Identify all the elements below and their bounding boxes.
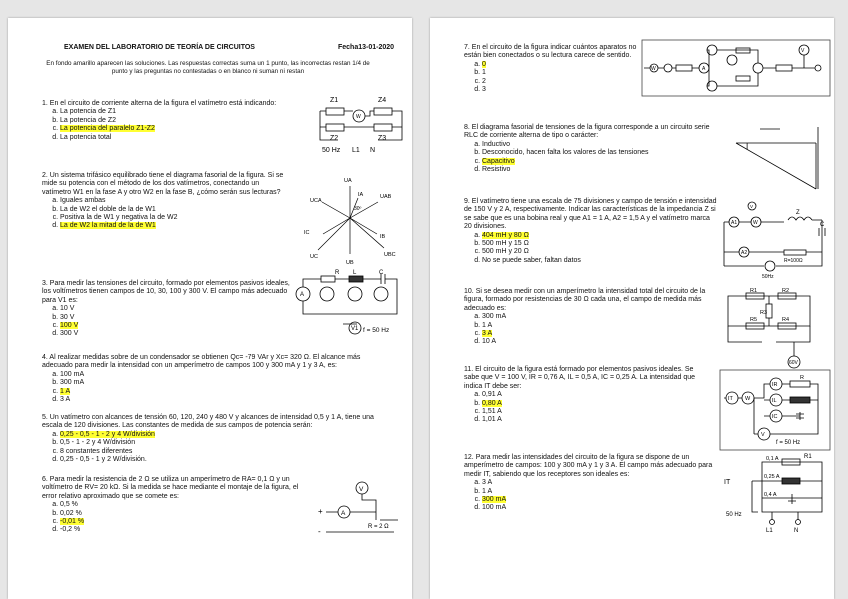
fig3-r: R	[335, 270, 340, 276]
fig1-freq: 50 Hz	[322, 147, 341, 154]
fig6-r: R = 2 Ω	[368, 524, 389, 530]
figure-q6-circuit	[314, 478, 404, 538]
question-2-options	[42, 197, 287, 231]
question-8-option: b. Desconocido, hacen falta los valores de las tensiones	[482, 149, 719, 157]
question-3-option: b. 30 V	[60, 314, 297, 322]
figure-q9-circuit	[722, 200, 830, 280]
fig9-c: C	[820, 222, 825, 228]
question-9-option: a. 404 mH y 80 Ω	[482, 232, 719, 240]
fig12-freq: 50 Hz	[726, 512, 742, 518]
question-2-option: b. La de W2 el doble de la de W1	[60, 206, 287, 214]
exam-note: En fondo amarillo aparecen las soluciones. Las respuestas correctas suma un 1 punto, las incorrectas restan 1/4 de punto y las preguntas no contestadas o en blanco ni suman ni restan	[46, 60, 370, 75]
question-4: 4. Al realizar medidas sobre de un condensador se obtienen Qc= -79 VAr y Xc= 320 Ω. El alcance más adecuado para medir la intensidad con un amperímetro de campos 100 y 300 mA y 1 y 3 A, es: a. 100 mA b. 300 mA c. 1 A d. 3 A	[42, 354, 392, 404]
question-6-options	[42, 501, 304, 535]
fig3-a: A	[300, 292, 305, 298]
exam-title: EXAMEN DEL LABORATORIO DE TEORÍA DE CIRCUITOS	[64, 44, 255, 51]
fig6-plus: +	[318, 507, 323, 516]
fig11-r: R	[800, 375, 804, 381]
question-3: 3. Para medir las tensiones del circuito, formado por elementos pasivos ideales, los voltímetros tienen campos de 10, 30, 100 y 300 V. El campo más adecuado para V1 es: a. 10 V b. 30 V c. 100 V d. 300 V	[42, 280, 297, 339]
fig2-uc: UC	[310, 254, 318, 260]
question-1: 1. En el circuito de corriente alterna de la figura el vatímetro está indicando: a. La potencia de Z1 b. La potencia de Z2 c. La potencia del paralelo Z1-Z2 d. La potencia total	[42, 100, 307, 142]
question-1-options	[42, 108, 307, 142]
fig8-i: I	[746, 142, 749, 151]
fig6-a: A	[341, 510, 346, 517]
question-9: 9. El vatímetro tiene una escala de 75 divisiones y campo de tensión e intensidad de 150 V y 2 A, respectivamente. Indicar las características de la impedancia Z si se sabe que es una bobina real y que A1 = 1 A, A2 = 1,5 A y el vatímetro marca 20 divisiones. a. 404 mH y 80 Ω b. 500 mH y 15 Ω c. 500 mH y 20 Ω d. No se puede saber, faltan datos	[464, 198, 719, 265]
fig12-it: IT	[724, 479, 731, 486]
fig10-v: 60V	[789, 360, 798, 366]
fig2-ia: IA	[358, 192, 364, 198]
fig9-r: R=100Ω	[784, 258, 803, 264]
question-12-option: c. 300 mA	[482, 496, 726, 504]
question-12-options	[464, 479, 726, 513]
question-1-option: b. La potencia de Z2	[60, 117, 307, 125]
question-1-option: d. La potencia total	[60, 134, 307, 142]
question-5-options	[42, 431, 392, 465]
fig1-z3: Z3	[378, 135, 387, 142]
question-2-option: a. Iguales ambas	[60, 197, 287, 205]
question-3-option: a. 10 V	[60, 305, 297, 313]
question-12-option: a. 3 A	[482, 479, 726, 487]
fig2-uab: UAB	[380, 194, 392, 200]
question-11-options	[464, 391, 709, 425]
question-10-option: b. 1 A	[482, 322, 709, 330]
fig2-ubc: UBC	[384, 252, 396, 258]
question-9-option: d. No se puede saber, faltan datos	[482, 257, 719, 265]
question-2-option: d. La de W2 la mitad de la de W1	[60, 222, 287, 230]
question-8-option: c. Capacitivo	[482, 158, 719, 166]
fig11-w: W	[745, 396, 751, 402]
question-9-options	[464, 232, 719, 266]
fig9-v: V	[750, 204, 754, 209]
fig12-n: N	[794, 528, 799, 534]
fig9-a2: A2	[741, 250, 748, 256]
fig1-l1: L1	[352, 147, 360, 154]
fig6-v: V	[359, 486, 364, 493]
question-12-option: b. 1 A	[482, 488, 726, 496]
question-11-option: b. 0,80 A	[482, 400, 709, 408]
fig1-z4: Z4	[378, 97, 387, 104]
question-6-option: d. -0,2 %	[60, 526, 304, 534]
exam-page-right	[430, 18, 834, 599]
fig11-freq: f = 50 Hz	[776, 440, 801, 446]
question-5: 5. Un vatímetro con alcances de tensión 60, 120, 240 y 480 V y alcances de intensidad 0,5 y 1 A, tiene una escala de 120 divisiones. Las constantes de medida de sus campos de potencia serán: a. 0,25 - 0,5 - 1 - 2 y 4 W/división b. 0,5 - 1 - 2 y 4 W/división c. 8 constantes diferentes d. 0,25 - 0,5 - 1 y 2 W/división.	[42, 414, 392, 464]
question-11-option: c. 1,51 A	[482, 408, 709, 416]
question-4-option: c. 1 A	[60, 388, 392, 396]
fig12-l1: L1	[766, 528, 773, 534]
fig7-v: V	[801, 48, 805, 54]
fig2-uca: UCA	[310, 198, 322, 204]
fig10-r3: R3	[760, 310, 768, 316]
fig3-c: C	[379, 270, 384, 276]
exam-page-left	[8, 18, 412, 599]
fig2-ub: UB	[346, 260, 354, 266]
question-10: 10. Si se desea medir con un amperímetro la intensidad total del circuito de la figura, formado por resistencias de 30 Ω cada una, el campo de medida más adecuado es: a. 300 mA b. 1 A c. 3 A d. 10 A	[464, 288, 709, 347]
fig7-w: W	[651, 66, 656, 72]
fig6-minus: -	[318, 527, 321, 536]
figure-q1-circuit	[318, 88, 406, 156]
figure-q7-circuit	[642, 40, 830, 96]
fig3-v1: V1	[351, 326, 359, 332]
fig2-ib: IB	[380, 234, 386, 240]
fig11-ir: IR	[772, 382, 778, 388]
fig11-ic: IC	[772, 414, 778, 420]
question-2-option: c. Positiva la de W1 y negativa la de W2	[60, 214, 287, 222]
question-12-option: d. 100 mA	[482, 504, 726, 512]
question-10-option: d. 10 A	[482, 338, 709, 346]
question-3-option: d. 300 V	[60, 330, 297, 338]
question-7-options	[464, 61, 644, 95]
question-4-option: d. 3 A	[60, 396, 392, 404]
figure-q8-phasor	[730, 123, 826, 193]
fig12-a1: 0,1 A	[766, 456, 779, 462]
question-3-options	[42, 305, 297, 339]
fig3-freq: f = 50 Hz	[363, 327, 390, 334]
question-11-option: d. 1,01 A	[482, 416, 709, 424]
figure-q12-circuit	[722, 454, 830, 536]
question-9-option: c. 500 mH y 20 Ω	[482, 248, 719, 256]
question-7-option: c. 2	[482, 78, 644, 86]
fig11-il: IL	[772, 398, 777, 404]
fig12-a3: 0,4 A	[764, 492, 777, 498]
question-1-option: c. La potencia del paralelo Z1-Z2	[60, 125, 307, 133]
question-5-option: a. 0,25 - 0,5 - 1 - 2 y 4 W/división	[60, 431, 392, 439]
question-4-option: b. 300 mA	[60, 379, 392, 387]
fig11-v: V	[761, 432, 765, 438]
question-8-option: d. Resistivo	[482, 166, 719, 174]
fig10-r2: R2	[782, 288, 790, 294]
fig10-r4: R4	[782, 317, 790, 323]
question-10-options	[464, 313, 709, 347]
question-6-option: b. 0,02 %	[60, 510, 304, 518]
question-4-option: a. 100 mA	[60, 371, 392, 379]
fig12-r1: R1	[804, 454, 812, 460]
fig2-ua: UA	[344, 178, 352, 184]
exam-date: Fecha13-01-2020	[338, 44, 395, 51]
question-5-option: c. 8 constantes diferentes	[60, 448, 392, 456]
question-5-option: d. 0,25 - 0,5 - 1 y 2 W/división.	[60, 456, 392, 464]
question-10-option: c. 3 A	[482, 330, 709, 338]
question-8-options	[464, 141, 719, 175]
fig1-n: N	[370, 147, 376, 154]
question-4-options	[42, 371, 392, 405]
question-7-option: a. 0	[482, 61, 644, 69]
figure-q3-circuit	[293, 266, 408, 346]
question-5-option: b. 0,5 - 1 - 2 y 4 W/división	[60, 439, 392, 447]
question-11: 11. El circuito de la figura está formado por elementos pasivos ideales. Se sabe que V = 100 V, IR = 0,76 A, IL = 0,5 A, IC = 0,25 A. La intensidad que indica IT debe ser: a. 0,91 A b. 0,80 A c. 1,51 A d. 1,01 A	[464, 366, 709, 425]
fig1-z1: Z1	[330, 97, 339, 104]
fig9-freq: 50Hz	[762, 274, 774, 280]
question-11-option: a. 0,91 A	[482, 391, 709, 399]
question-10-option: a. 300 mA	[482, 313, 709, 321]
question-7-option: d. 3	[482, 86, 644, 94]
question-3-option: c. 100 V	[60, 322, 297, 330]
fig1-z2: Z2	[330, 135, 339, 142]
question-6: 6. Para medir la resistencia de 2 Ω se utiliza un amperímetro de RA= 0,1 Ω y un voltímetro de RV= 20 kΩ. Si la medida se hace mediante el montaje de la figura, el error relativo aproximado que se comete es: a. 0,5 % b. 0,02 % c. -0,01 % d. -0,2 %	[42, 476, 304, 535]
figure-q11-circuit	[720, 370, 830, 450]
fig7-a: A	[702, 66, 706, 72]
question-6-option: c. -0,01 %	[60, 518, 304, 526]
fig9-z: Z	[796, 210, 800, 216]
fig10-r1: R1	[750, 288, 758, 294]
question-7-option: b. 1	[482, 69, 644, 77]
question-1-option: a. La potencia de Z1	[60, 108, 307, 116]
question-8: 8. El diagrama fasorial de tensiones de la figura corresponde a un circuito serie RLC de corriente alterna de tipo o carácter: a. Inductivo b. Desconocido, hacen falta los valores de las tensiones c. Capacitivo d. Resistivo	[464, 124, 719, 174]
question-9-option: b. 500 mH y 15 Ω	[482, 240, 719, 248]
fig3-l: L	[353, 270, 357, 276]
fig2-ic: IC	[304, 230, 310, 236]
question-8-option: a. Inductivo	[482, 141, 719, 149]
fig12-a2: 0,25 A	[764, 474, 780, 480]
question-12: 12. Para medir las intensidades del circuito de la figura se dispone de un amperímetro de campos: 100 y 300 mA y 1 y 3 A. El campo más adecuado para medir IT, sabiendo que los receptores son ideales es: a. 3 A b. 1 A c. 300 mA d. 100 mA	[464, 454, 726, 513]
figure-q2-phasor	[298, 168, 408, 278]
fig2-angle: 30º	[354, 206, 362, 212]
figure-q10-circuit	[718, 290, 828, 372]
question-2: 2. Un sistema trifásico equilibrado tiene el diagrama fasorial de la figura. Si se mide su potencia con el método de los dos vatímetros, conectando un vatímetro W1 en la fase A y otro W2 en la fase B, ¿cómo serán sus lecturas? a. Iguales ambas b. La de W2 el doble de la de W1 c. Positiva la de W1 y negativa la de W2 d. La de W2 la mitad de la de W1	[42, 172, 287, 231]
question-6-option: a. 0,5 %	[60, 501, 304, 509]
fig9-w: W	[753, 220, 758, 226]
fig11-it: IT	[728, 396, 733, 402]
fig10-r5: R5	[750, 317, 758, 323]
fig9-a1: A1	[731, 220, 738, 226]
fig1-w: W	[356, 114, 361, 120]
question-7: 7. En el circuito de la figura indicar cuántos aparatos no están bien conectados o su lectura carece de sentido. a. 0 b. 1 c. 2 d. 3	[464, 44, 644, 94]
